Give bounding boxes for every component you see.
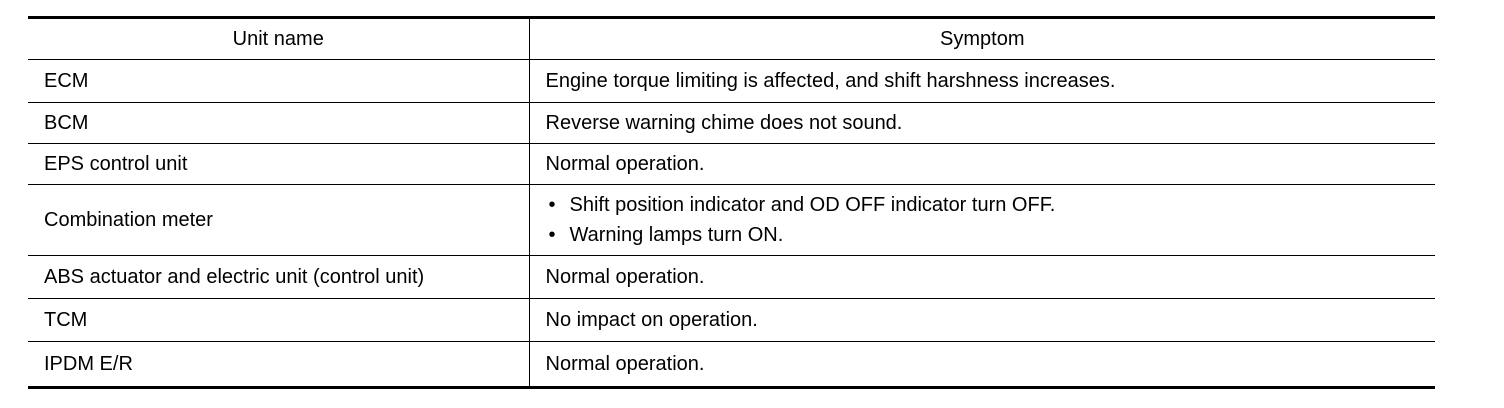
table-row (28, 342, 1435, 388)
symptom-cell: Engine torque limiting is affected, and shift harshness increases. (529, 60, 1435, 103)
unit-cell: BCM (28, 103, 529, 144)
table-row (28, 103, 1435, 144)
table-row (28, 299, 1435, 342)
table-header (28, 18, 1435, 60)
symptom-cell: Normal operation. (529, 256, 1435, 299)
header-unit-name: Unit name (28, 18, 529, 60)
header-row (28, 18, 1435, 60)
symptom-bullet-text: Warning lamps turn ON. (569, 224, 784, 246)
table-row (28, 60, 1435, 103)
symptom-cell: Reverse warning chime does not sound. (529, 103, 1435, 144)
table-row (28, 185, 1435, 256)
unit-symptom-table (28, 16, 1435, 389)
unit-cell: EPS control unit (28, 144, 529, 185)
symptom-bullet-list (546, 190, 1436, 250)
unit-cell: TCM (28, 299, 529, 342)
table-row (28, 256, 1435, 299)
unit-cell: Combination meter (28, 185, 529, 256)
symptom-bullet-text: Shift position indicator and OD OFF indicator turn OFF. (569, 194, 1056, 216)
symptom-bullet-item (546, 220, 1436, 250)
table-row (28, 144, 1435, 185)
bullet-icon: • (548, 194, 556, 216)
unit-cell: ECM (28, 60, 529, 103)
symptom-cell: Normal operation. (529, 144, 1435, 185)
symptom-cell: No impact on operation. (529, 299, 1435, 342)
table-body (28, 60, 1435, 388)
unit-cell: IPDM E/R (28, 342, 529, 388)
unit-cell: ABS actuator and electric unit (control unit) (28, 256, 529, 299)
symptom-bullet-item (546, 190, 1436, 220)
symptom-cell (529, 185, 1435, 256)
bullet-icon: • (548, 224, 556, 246)
symptom-cell: Normal operation. (529, 342, 1435, 388)
header-symptom: Symptom (529, 18, 1435, 60)
